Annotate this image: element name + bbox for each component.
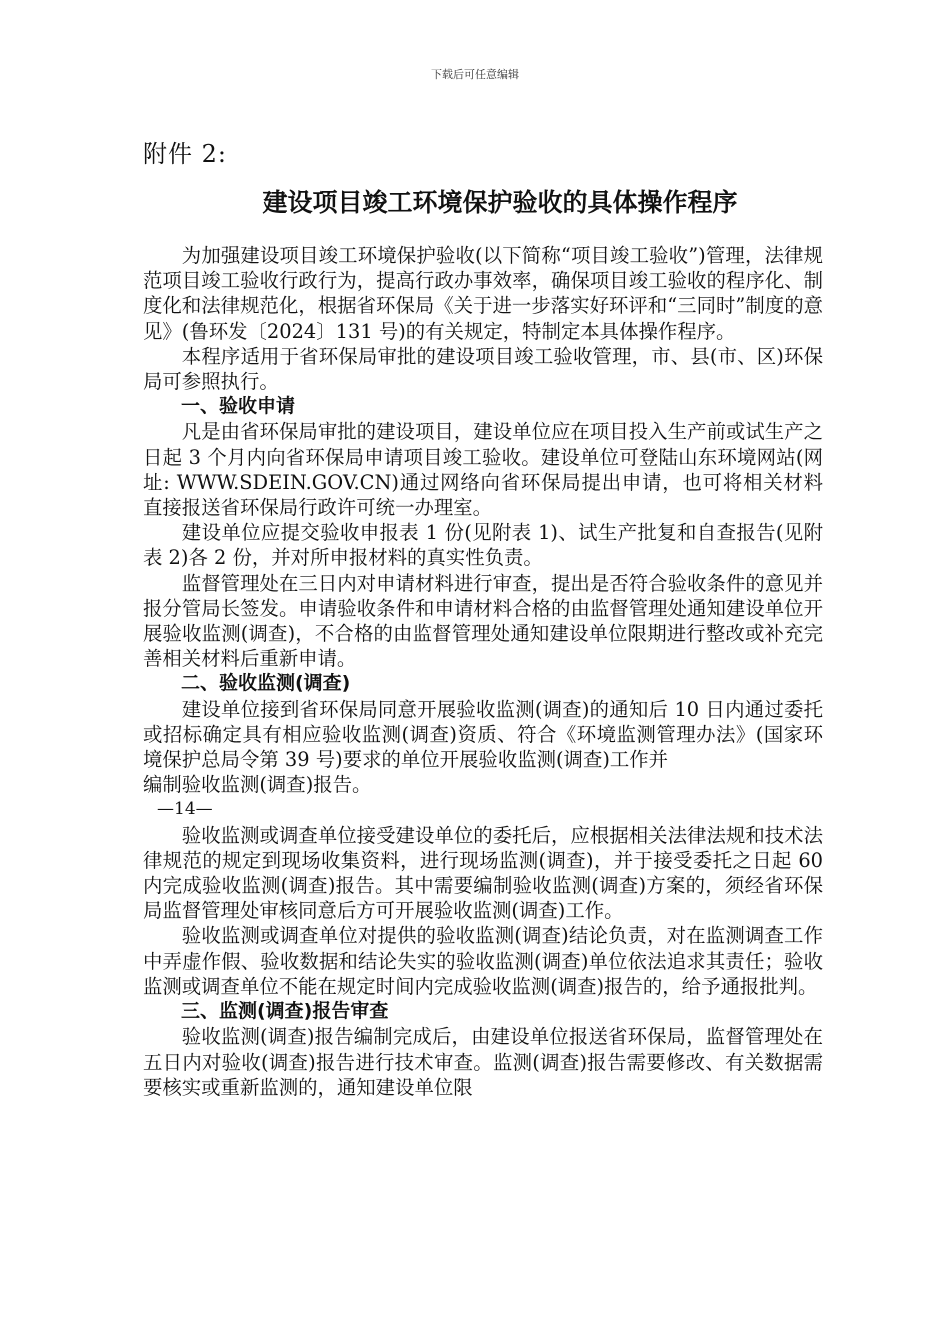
section-heading: 二、验收监测(调查) [181, 672, 351, 695]
paragraph: 凡是由省环保局审批的建设项目，建设单位应在项目投入生产前或试生产之日起 3 个月内向省环保局申请项目竣工验收。建设单位可登陆山东环境网站(网址: WWW.SDEIN.GOV.CN)通过网络向省环保局提出申请，也可将相关材料直接报送省环保局行政许可统一办理室。 [143, 420, 823, 520]
section-heading: 三、监测(调查)报告审查 [181, 1000, 389, 1023]
document-title: 建设项目竣工环境保护验收的具体操作程序 [262, 188, 738, 217]
document-body [143, 243, 823, 1100]
paragraph: 验收监测或调查单位接受建设单位的委托后，应根据相关法律法规和技术法律规范的规定到现场收集资料，进行现场监测(调查)，并于接受委托之日起 60 内完成验收监测(调查)报告。其中需要编制验收监测(调查)方案的，须经省环保局监督管理处审核同意后方可开展验收监测(调查)工作。 [143, 823, 823, 923]
page-number: —14— [157, 799, 213, 820]
section-heading: 一、验收申请 [181, 395, 296, 418]
paragraph: 监督管理处在三日内对申请材料进行审查，提出是否符合验收条件的意见并报分管局长签发。申请验收条件和申请材料合格的由监督管理处通知建设单位开展验收监测(调查)，不合格的由监督管理处通知建设单位限期进行整改或补充完善相关材料后重新申请。 [143, 571, 823, 671]
paragraph: 建设单位接到省环保局同意开展验收监测(调查)的通知后 10 日内通过委托或招标确定具有相应验收监测(调查)资质、符合《环境监测管理办法》(国家环境保护总局令第 39 号)要求的单位开展验收监测(调查)工作并 [143, 697, 823, 772]
header-note: 下载后可任意编辑 [431, 68, 519, 81]
attachment-label: 附件 2: [143, 140, 227, 168]
paragraph: 编制验收监测(调查)报告。 [143, 773, 372, 797]
paragraph: 为加强建设项目竣工环境保护验收(以下简称“项目竣工验收”)管理，法律规范项目竣工验收行政行为，提高行政办事效率，确保项目竣工验收的程序化、制度化和法律规范化，根据省环保局《关于进一步落实好环评和“三同时”制度的意见》(鲁环发〔2024〕131 号)的有关规定，特制定本具体操作程序。 [143, 244, 823, 343]
paragraph: 本程序适用于省环保局审批的建设项目竣工验收管理，市、县(市、区)环保局可参照执行。 [143, 344, 823, 394]
paragraph: 验收监测(调查)报告编制完成后，由建设单位报送省环保局，监督管理处在五日内对验收(调查)报告进行技术审查。监测(调查)报告需要修改、有关数据需要核实或重新监测的，通知建设单位限 [143, 1025, 823, 1099]
paragraph: 建设单位应提交验收申报表 1 份(见附表 1)、试生产批复和自查报告(见附表 2)各 2 份，并对所申报材料的真实性负责。 [143, 521, 823, 570]
paragraph: 验收监测或调查单位对提供的验收监测(调查)结论负责，对在监测调查工作中弄虚作假、验收数据和结论失实的验收监测(调查)单位依法追求其责任；验收监测或调查单位不能在规定时间内完成验收监测(调查)报告的，给予通报批判。 [143, 924, 823, 998]
